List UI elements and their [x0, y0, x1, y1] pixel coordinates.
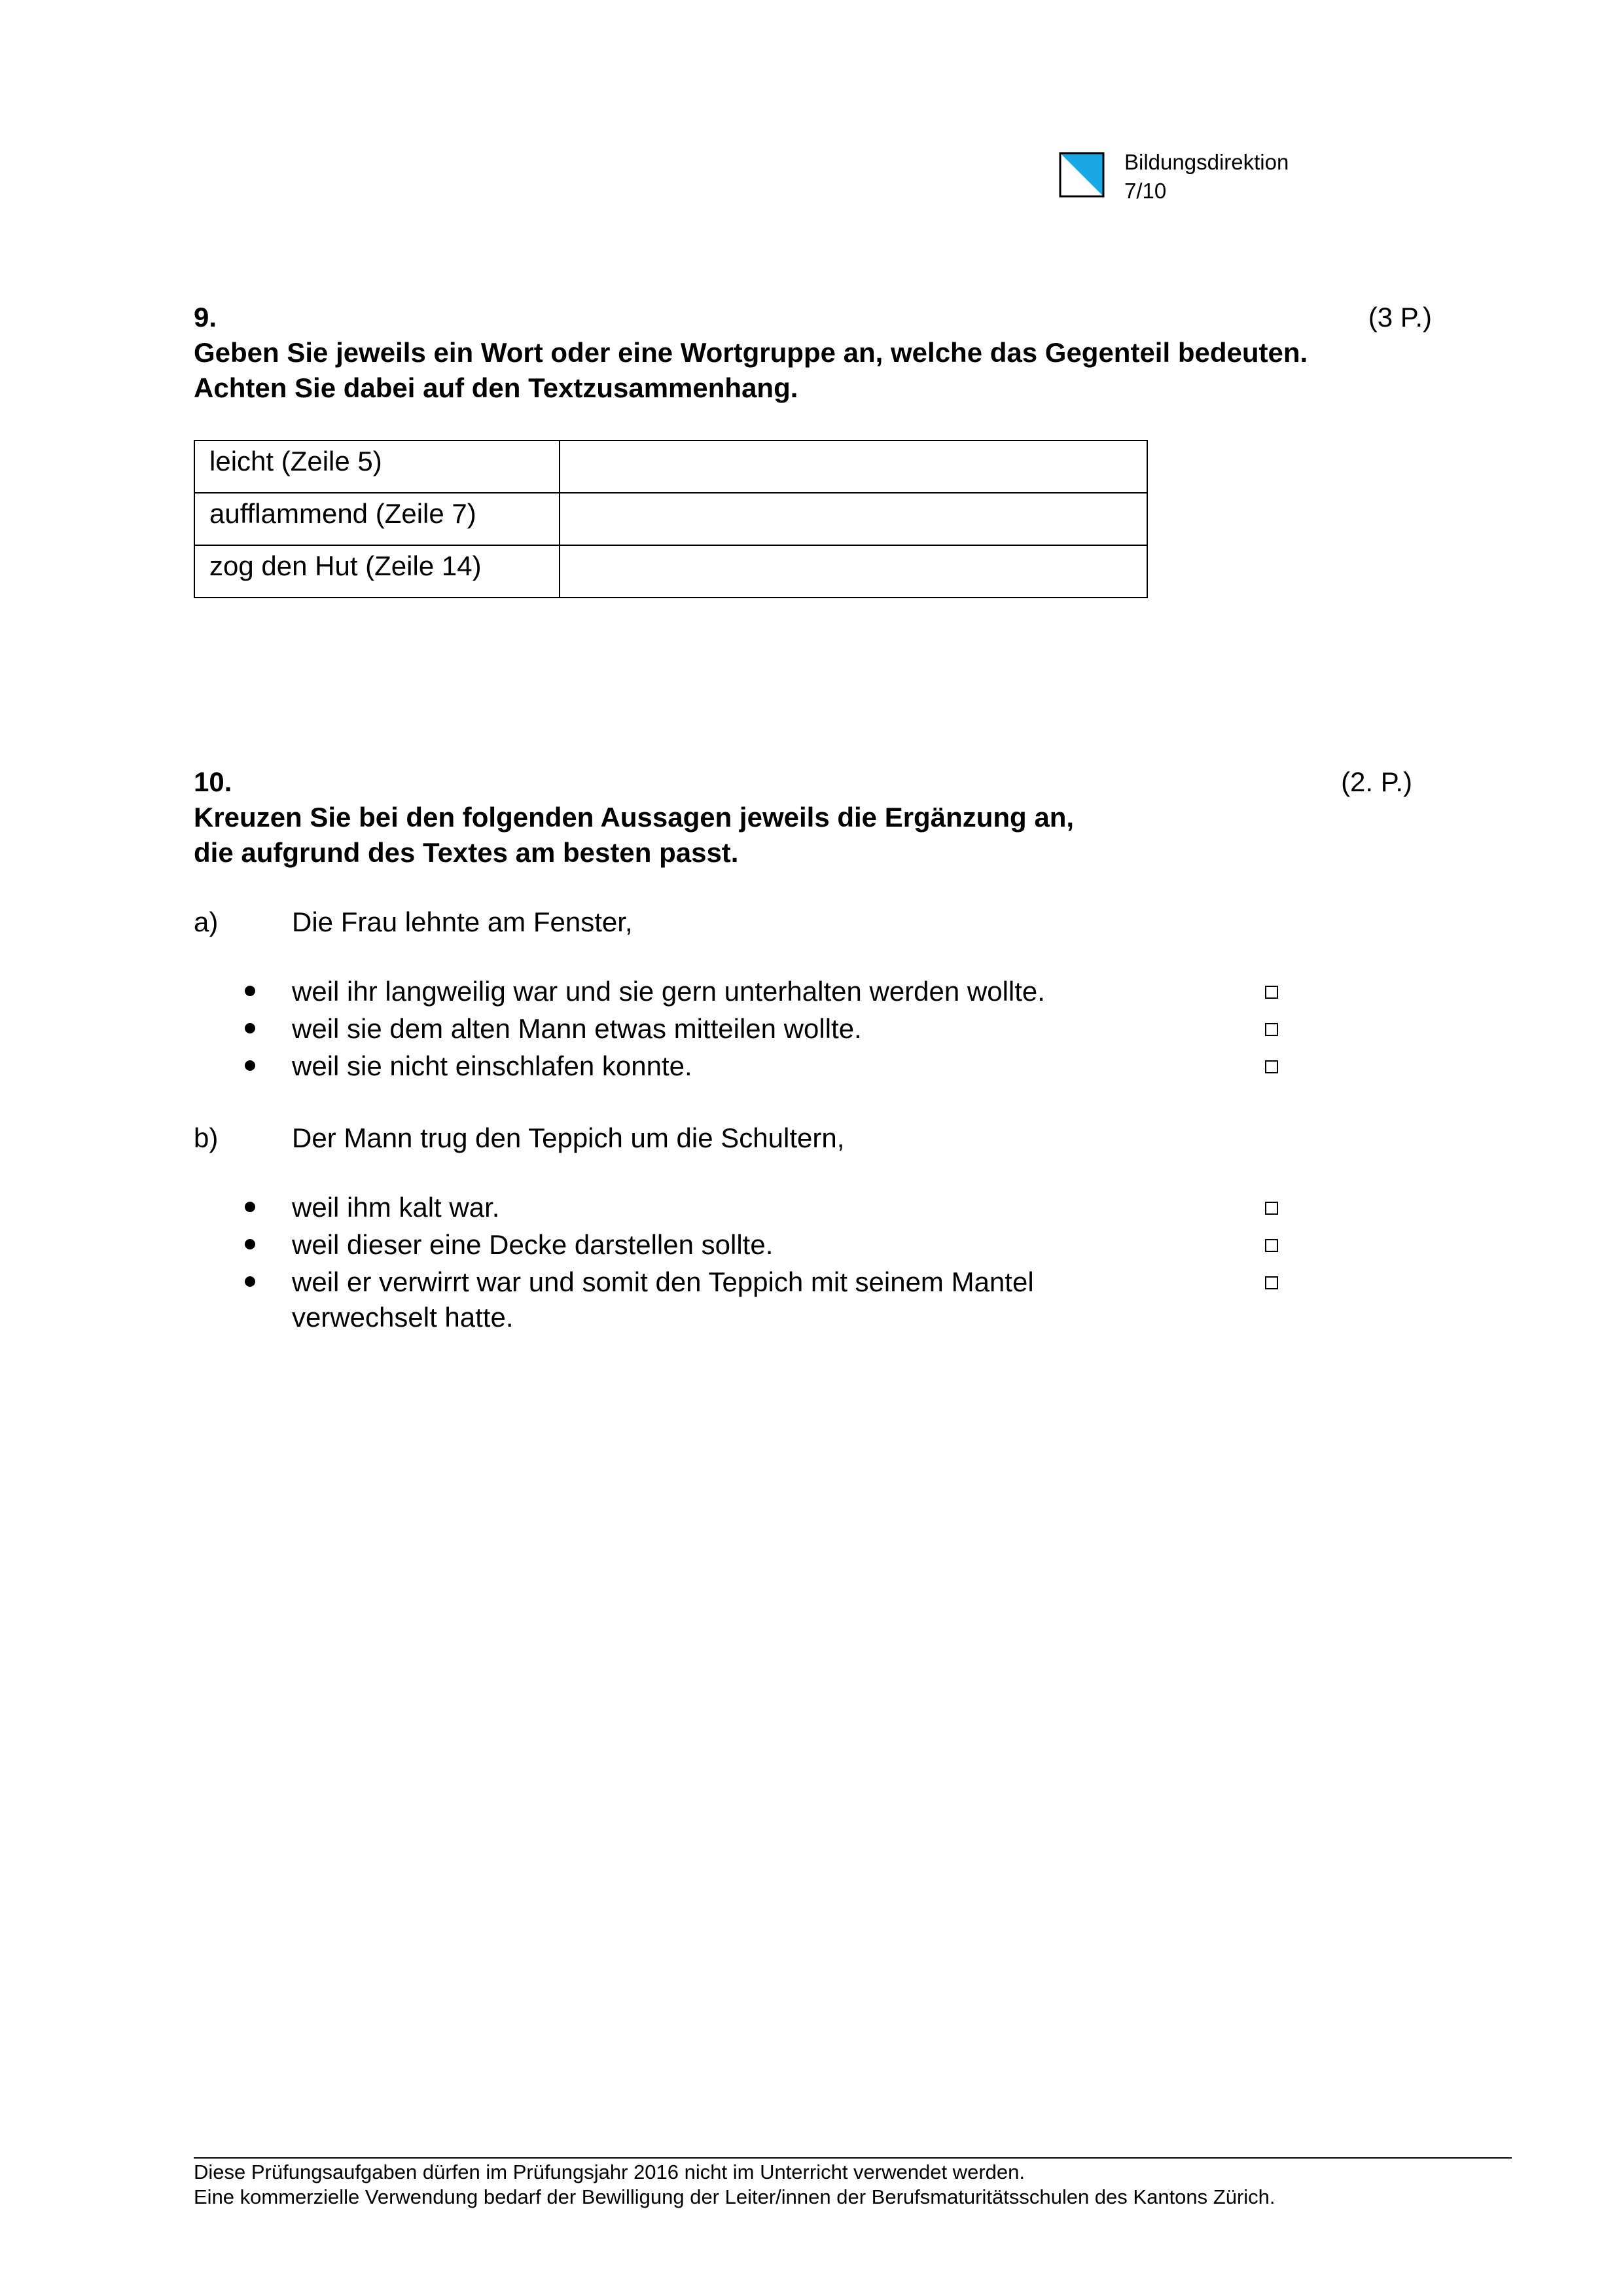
option-b2: weil dieser eine Decke darstellen sollte.: [292, 1229, 774, 1260]
part-b-stem: Der Mann trug den Teppich um die Schultern,: [292, 1122, 845, 1153]
answer-field[interactable]: [560, 440, 1147, 493]
q9-number: 9.: [194, 302, 217, 332]
header-block: [1124, 148, 1289, 206]
term-cell: zog den Hut (Zeile 14): [194, 545, 560, 598]
checkbox-b1[interactable]: [1265, 1202, 1278, 1215]
q10-points: (2. P.): [1341, 766, 1412, 797]
header-org: Bildungsdirektion: [1124, 150, 1289, 174]
checkbox-b2[interactable]: [1265, 1239, 1278, 1252]
q10-instruction-line2: die aufgrund des Textes am besten passt.: [194, 837, 739, 868]
q10-instruction-line1: Kreuzen Sie bei den folgenden Aussagen jeweils die Ergänzung an,: [194, 802, 1075, 833]
footer-divider: [194, 2157, 1512, 2159]
footer: [194, 2160, 1275, 2210]
table-row: [194, 545, 1147, 598]
bullet-icon: [245, 1239, 255, 1249]
antonym-table: [194, 440, 1148, 598]
q9-points: (3 P.): [1368, 302, 1432, 332]
checkbox-a3[interactable]: [1265, 1060, 1278, 1073]
table-row: [194, 493, 1147, 545]
bullet-icon: [245, 1202, 255, 1212]
header-page-number: 7/10: [1124, 179, 1167, 203]
bullet-icon: [245, 986, 255, 996]
table-row: [194, 440, 1147, 493]
part-a-stem: Die Frau lehnte am Fenster,: [292, 906, 633, 937]
checkbox-b3[interactable]: [1265, 1276, 1278, 1289]
bullet-icon: [245, 1276, 255, 1287]
canton-logo-icon: [1059, 152, 1105, 198]
footer-line2: Eine kommerzielle Verwendung bedarf der Bewilligung der Leiter/innen der Berufsmaturitätsschulen des Kantons Zürich.: [194, 2185, 1275, 2208]
bullet-icon: [245, 1060, 255, 1071]
option-b1: weil ihm kalt war.: [292, 1192, 500, 1223]
option-b3-line1: weil er verwirrt war und somit den Teppich mit seinem Mantel: [292, 1266, 1034, 1297]
q9-instruction-line1: Geben Sie jeweils ein Wort oder eine Wortgruppe an, welche das Gegenteil bedeuten.: [194, 337, 1308, 368]
q9-instruction-line2: Achten Sie dabei auf den Textzusammenhang.: [194, 372, 798, 403]
part-b-label: b): [194, 1122, 219, 1153]
option-b3-line2: verwechselt hatte.: [292, 1302, 514, 1333]
checkbox-a2[interactable]: [1265, 1023, 1278, 1036]
term-cell: aufflammend (Zeile 7): [194, 493, 560, 545]
footer-line1: Diese Prüfungsaufgaben dürfen im Prüfungsjahr 2016 nicht im Unterricht verwendet werden.: [194, 2161, 1025, 2183]
checkbox-a1[interactable]: [1265, 986, 1278, 999]
q10-number: 10.: [194, 766, 232, 797]
option-a3: weil sie nicht einschlafen konnte.: [292, 1050, 692, 1081]
option-a2: weil sie dem alten Mann etwas mitteilen wollte.: [292, 1013, 862, 1044]
answer-field[interactable]: [560, 545, 1147, 598]
option-a1: weil ihr langweilig war und sie gern unterhalten werden wollte.: [292, 976, 1045, 1007]
bullet-icon: [245, 1023, 255, 1033]
term-cell: leicht (Zeile 5): [194, 440, 560, 493]
answer-field[interactable]: [560, 493, 1147, 545]
part-a-label: a): [194, 906, 219, 937]
